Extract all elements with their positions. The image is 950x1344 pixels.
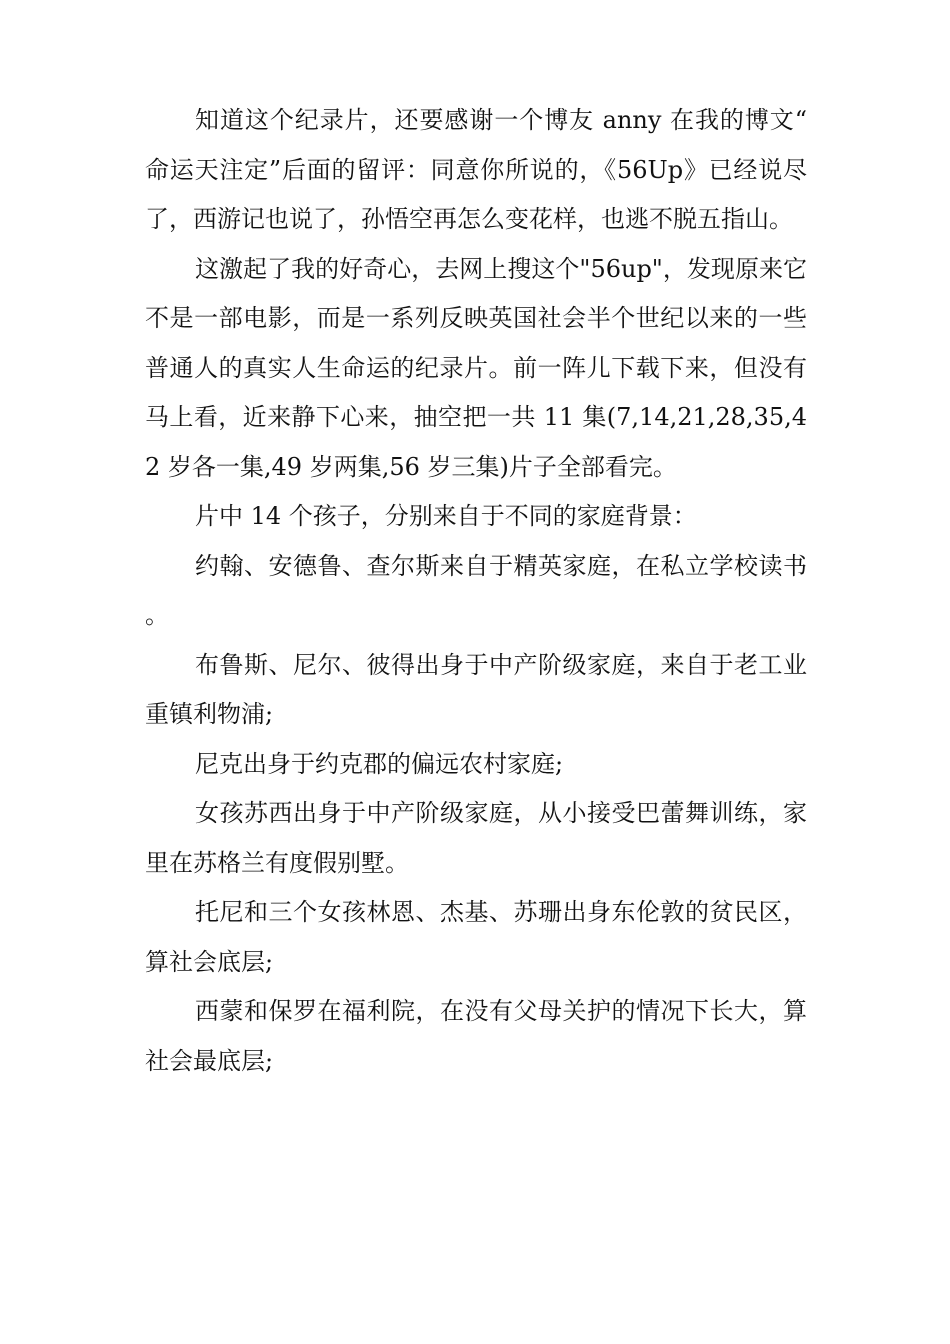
paragraph: 女孩苏西出身于中产阶级家庭，从小接受巴蕾舞训练，家里在苏格兰有度假别墅。 xyxy=(145,799,807,877)
document-body xyxy=(145,96,807,1086)
paragraph: 布鲁斯、尼尔、彼得出身于中产阶级家庭，来自于老工业重镇利物浦; xyxy=(145,650,807,728)
paragraph: 尼克出身于约克郡的偏远农村家庭; xyxy=(195,749,564,778)
paragraph: 托尼和三个女孩林恩、杰基、苏珊出身东伦敦的贫民区，算社会底层; xyxy=(145,898,807,976)
paragraph: 知道这个纪录片，还要感谢一个博友 anny 在我的博文“命运天注定”后面的留评：同意你所说的，《56Up》已经说尽了，西游记也说了，孙悟空再怎么变花样，也逃不脱五指山。 xyxy=(145,106,807,233)
paragraph: 西蒙和保罗在福利院，在没有父母关护的情况下长大，算社会最底层; xyxy=(145,997,807,1075)
paragraph: 这激起了我的好奇心，去网上搜这个"56up"，发现原来它不是一部电影，而是一系列反映英国社会半个世纪以来的一些普通人的真实人生命运的纪录片。前一阵儿下载下来，但没有马上看，近来静下心来，抽空把一共 11 集(7,14,21,28,35,42 岁各一集,49 岁两集,56 岁三集)片子全部看完。 xyxy=(145,254,807,481)
paragraph: 片中 14 个孩子，分别来自于不同的家庭背景： xyxy=(195,502,697,530)
paragraph: 约翰、安德鲁、查尔斯来自于精英家庭，在私立学校读书。 xyxy=(145,551,807,629)
